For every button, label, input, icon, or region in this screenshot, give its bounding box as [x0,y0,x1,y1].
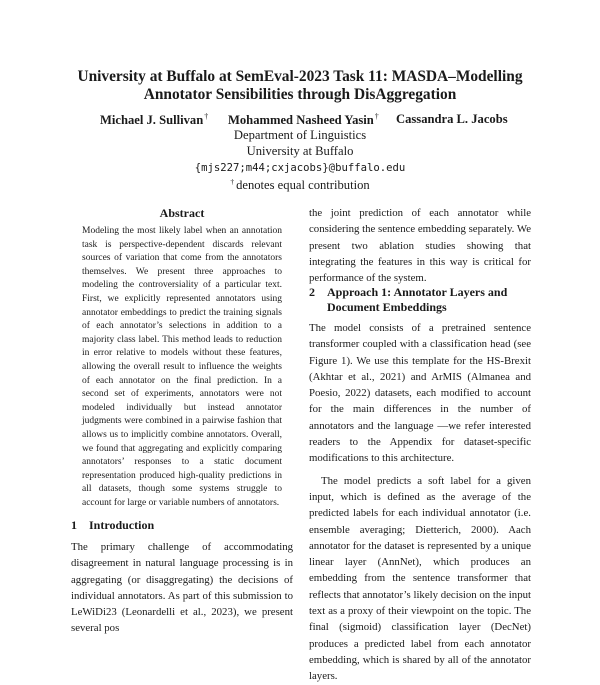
abstract-heading: Abstract [159,206,205,220]
title-line-1: University at Buffalo at SemEval-2023 Task 11: MASDA–Modelling [77,68,523,85]
affiliation-university: University at Buffalo [246,144,354,158]
section-1-heading [71,518,293,533]
title-line-2: Annotator Sensibilities through DisAggregation [143,86,457,103]
paragraph: The primary challenge of accommodating disagreement in natural language processing is in aggregating (or disaggregating) the decisions of individual annotators. As part of this submission to LeWiDi23 (Leonardelli et al., 2023), we present several pos [71,541,293,635]
author-2 [228,112,379,128]
author-name: Michael J. Sullivan [100,113,204,127]
section-number: 1 [71,518,77,532]
author-3 [396,112,508,127]
right-column-continuation [309,205,531,286]
author-1 [100,112,208,128]
contribution-note-text: denotes equal contribution [236,178,370,192]
abstract-body: Modeling the most likely label when an annotation task is perspective-dependent discards relevant sources of variation that come from the annotators themselves. We present three approaches to modeling the controversiality of a particular text. First, we explicitly represented annotators using annotator embeddings to predict the training signals of each annotator’s selections in addition to a majority class label. This method leads to reduction in error relative to models without these features, allowing the overall result to influence the weights of each annotator on the final prediction. In a second set of experiments, annotators were not modeled individually but instead annotator judgments were combined in a pairwise fashion that allows us to implicitly combine annotators. Overall, we found that aggregating and explicitly comparing annotators’ responses to a static document representation produced high-quality predictions in all datasets, though some systems struggle to account for large or variable numbers of annotators. [82,226,282,508]
equal-contribution-mark: † [374,112,379,121]
author-name: Cassandra L. Jacobs [396,112,508,126]
section-2-heading [309,285,531,315]
paragraph: The model predicts a soft label for a given input, which is defined as the average of the predicted labels for each individual annotator (i.e. ensemble averaging; Dietterich, 2000). Aach annotator for the dataset is represented by a unique linear layer (AnnNet), which produces an embedding from the sentence transformer that reflects that annotator’s likely decision on the input text as a proxy of their viewpoint on the topic. The final (sigmoid) classification layer (DecNet) produces a predicted label from each annotator embedding, which is shared by all of the annotator layers. [309,474,531,683]
section-number: 2 [309,285,315,299]
introduction-body [71,539,293,637]
section-title-line-2: Document Embeddings [327,300,447,314]
email-addresses: {mjs227;m44;cxjacobs}@buffalo.edu [194,162,406,174]
equal-contribution-mark: † [204,112,209,121]
author-list [0,112,600,128]
section-title: Introduction [89,518,155,532]
paper-title [40,68,560,104]
section-title-line-1: Approach 1: Annotator Layers and [327,285,508,299]
author-name: Mohammed Nasheed Yasin [228,113,374,127]
affiliation-department: Department of Linguistics [233,128,367,142]
contribution-note-mark: † [230,177,235,186]
contribution-note [0,174,600,194]
paragraph: The model consists of a pretrained sentence transformer coupled with a classification head (see Figure 1). We use this template for the HS-Brexit (Akhtar et al., 2021) and ArMIS (Almanea and Poesio, 2022) datasets, each modified to account for the main differences in the number of annotators and the language —we refer interested readers to the Appendix for dataset-specific modifications to this architecture. [309,322,531,465]
paragraph: the joint prediction of each annotator while considering the sentence embedding separately. We present two ablation studies showing that integrating the features in this way is critical for performance of the system. [309,207,531,285]
section-2-body [309,320,531,685]
